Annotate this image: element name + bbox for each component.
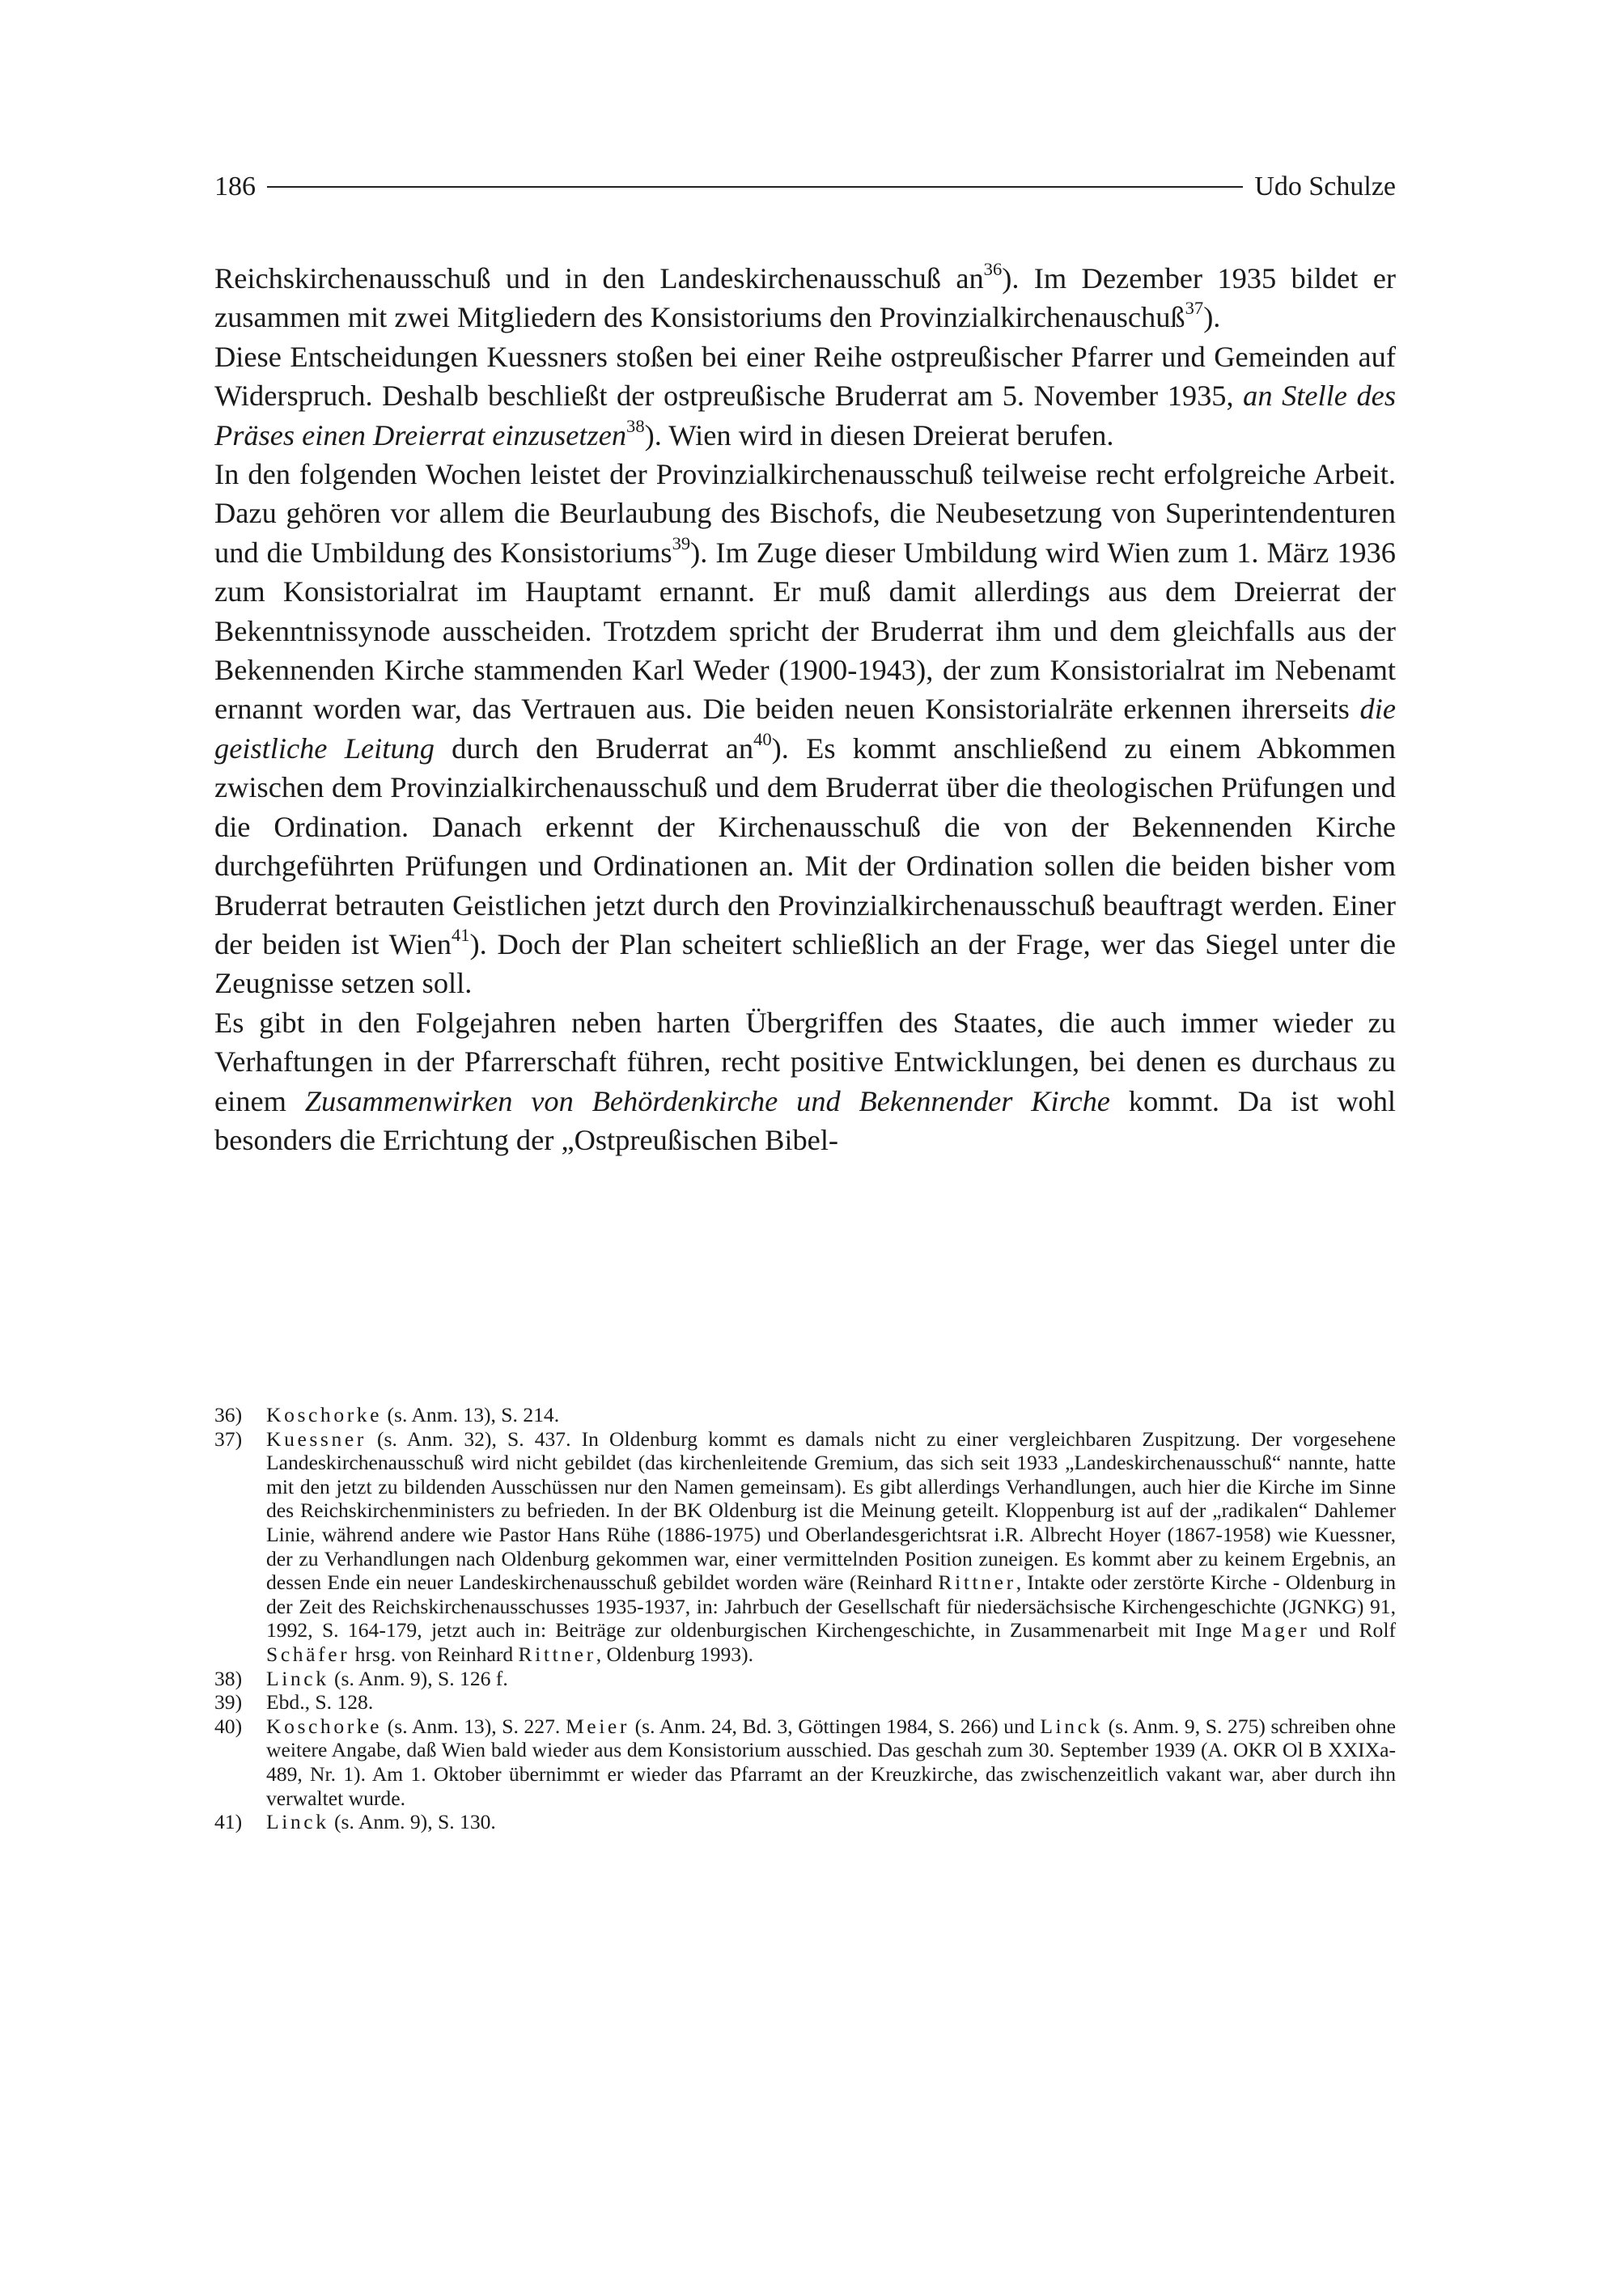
author-name: Linck: [266, 1666, 329, 1690]
page-number: 186: [214, 172, 256, 201]
paragraph: In den folgenden Wochen leistet der Provinzialkirchenausschuß teilweise recht erfolgreiche Arbeit. Dazu gehören vor allem die Beurlaubung des Bischofs, die Neubesetzung von Superintendenturen und die Umbildung des Konsistoriums$^{39}$). Im Zuge dieser Umbildung wird Wien zum 1. März 1936 zum Konsistorialrat im Hauptamt ernannt. Er muß damit allerdings aus dem Dreierrat der Bekenntnissynode ausscheiden. Trotzdem spricht der Bruderrat ihm und dem gleichfalls aus der Bekennenden Kirche stammenden Karl Weder (1900-1943), der zum Konsistorialrat im Nebenamt ernannt worden war, das Vertrauen aus. Die beiden neuen Konsistorialräte erkennen ihrerseits die geistliche Leitung durch den Bruderrat $an^{40}$). Es kommt anschließend zu einem Abkommen zwischen dem Provinzialkirchenausschuß und dem Bruderrat über die theologischen Prüfungen und die Ordination. Danach erkennt der Kirchenausschuß die von der Bekennenden Kirche durchgeführten Prüfungen und Ordinationen an. Mit der Ordination sollen die beiden bisher vom Bruderrat betrauten Geistlichen jetzt durch den Provinzialkirchenausschuß beauftragt werden. Einer der beiden ist Wien$^{41}$). Doch der Plan scheitert schließlich an der Frage, wer das Siegel unter die Zeugnisse setzen soll.: [214, 458, 1396, 1000]
author-name: Rittner: [938, 1570, 1016, 1595]
footnote-39: [214, 1690, 1396, 1714]
footnote-number: 38): [214, 1666, 243, 1690]
paragraph: Diese Entscheidungen Kuessners stoßen bei einer Reihe ostpreußischer Pfarrer und Gemeinden auf Widerspruch. Deshalb beschließt der ostpreußische Bruderrat am 5. November 1935, an Stelle des Präses einen Dreierrat einzusetzen$^{38}$). Wien wird in diesen Dreierat berufen.: [214, 340, 1396, 451]
author-name: Linck: [266, 1810, 329, 1834]
running-header-author: Udo Schulze: [1254, 172, 1396, 201]
footnote-text: Koschorke (s. Anm. 13), S. 214.: [266, 1403, 560, 1426]
footnote-ref: 41: [451, 925, 470, 946]
footnote-ref: 40: [753, 729, 772, 750]
paragraph: Es gibt in den Folgejahren neben harten Übergriffen des Staates, die auch immer wieder zu Verhaftungen in der Pfarrerschaft führen, recht positive Entwicklungen, bei denen es durchaus zu einem Zusammenwirken von Behördenkirche und Bekennender Kirche kommt. Da ist wohl besonders die Errichtung der „Ostpreußischen Bibel-: [214, 1006, 1397, 1156]
footnote-ref: 36: [983, 259, 1003, 280]
author-name: Schäfer: [266, 1642, 350, 1666]
footnote-text: Linck (s. Anm. 9), S. 130.: [266, 1810, 496, 1834]
footnote-ref: 39: [672, 533, 691, 554]
footnote-36: [214, 1403, 1396, 1427]
footnote-number: 40): [214, 1714, 243, 1738]
author-name: Koschorke: [266, 1403, 383, 1426]
footnote-number: 39): [214, 1690, 243, 1714]
footnote-number: 41): [214, 1810, 243, 1834]
author-name: Rittner: [518, 1642, 596, 1666]
footnote-text: Ebd., S. 128.: [266, 1690, 374, 1714]
footnote-number: 37): [214, 1426, 243, 1451]
author-name: Linck: [1040, 1714, 1103, 1738]
running-header: [214, 168, 1396, 206]
main-text: [214, 259, 1396, 1159]
footnote-ref: 37: [1185, 298, 1204, 319]
footnote-number: 36): [214, 1403, 243, 1426]
footnote-37: [214, 1427, 1396, 1667]
footnote-41: [214, 1810, 1396, 1834]
footnote-40: [214, 1714, 1396, 1810]
footnote-text: Koschorke (s. Anm. 13), S. 227. Meier (s. Anm. 24, Bd. 3, Göttingen 1984, S. 266) und Linck (s. Anm. 9, S. 275) schreiben ohne weitere Angabe, daß Wien bald wieder aus dem Konsistorium ausschied. Das geschah zum 30. September 1939 (A. OKR Ol B XXIXa-489, Nr. 1). Am 1. Oktober übernimmt er wieder das Pfarramt an der Kreuzkirche, das zwischenzeitlich vakant war, aber durch ihn verwaltet wurde.: [266, 1714, 1396, 1810]
author-name: Mager: [1240, 1618, 1310, 1642]
author-name: Kuessner: [266, 1426, 367, 1451]
footnote-38: [214, 1667, 1396, 1691]
emphasis: die geistliche Leitung: [214, 693, 1396, 765]
emphasis: Zusammenwirken von Behördenkirche und Bekennender Kirche: [304, 1084, 1110, 1117]
paragraph: Reichskirchenausschuß und in den Landeskirchenausschuß $an^{36}$). Im Dezember 1935 bildet er zusammen mit zwei Mitgliedern des Konsistoriums den Provinzialkirchenauschuß$^{37}$).: [214, 259, 1396, 334]
emphasis: an Stelle des Präses einen Dreierrat einzusetzen: [214, 379, 1396, 451]
footnotes: [214, 1403, 1396, 1834]
author-name: Koschorke: [266, 1714, 383, 1738]
footnote-text: Kuessner (s. Anm. 32), S. 437. In Oldenburg kommt es damals nicht zu einer vergleichbaren Zuspitzung. Der vorgesehene Landeskirchenausschuß wird nicht gebildet (das kirchenleitende Gremium, das sich seit 1933 „Landeskirchenausschuß“ nannte, hatte mit den jetzt zu bildenden Ausschüssen nur den Namen gemeinsam). Es gibt allerdings Verhandlungen, auch hier die Kirche im Sinne des Reichskirchenministers zu befrieden. In der BK Oldenburg ist die Meinung geteilt. Kloppenburg ist auf der „radikalen“ Dahlemer Linie, während andere wie Pastor Hans Rühe (1886-1975) und Oberlandesgerichtsrat i.R. Albrecht Hoyer (1867-1958) wie Kuessner, der zu Verhandlungen nach Oldenburg gekommen war, einer vermittelnden Position zuneigen. Es kommt aber zu keinem Ergebnis, an dessen Ende ein neuer Landeskirchenausschuß gebildet worden wäre (Reinhard Rittner, Intakte oder zerstörte Kirche - Oldenburg in der Zeit des Reichskirchenausschusses 1935-1937, in: Jahrbuch der Gesellschaft für niedersächsische Kirchengeschichte (JGNKG) 91, 1992, S. 164-179, jetzt auch in: Beiträge zur oldenburgischen Kirchengeschichte, in Zusammenarbeit mit Inge Mager und Rolf Schäfer hrsg. von Reinhard Rittner, Oldenburg 1993).: [266, 1426, 1397, 1666]
header-rule: [267, 186, 1243, 188]
footnote-text: Linck (s. Anm. 9), S. 126 f.: [266, 1666, 508, 1690]
author-name: Meier: [565, 1714, 630, 1738]
footnote-ref: 38: [626, 415, 645, 436]
